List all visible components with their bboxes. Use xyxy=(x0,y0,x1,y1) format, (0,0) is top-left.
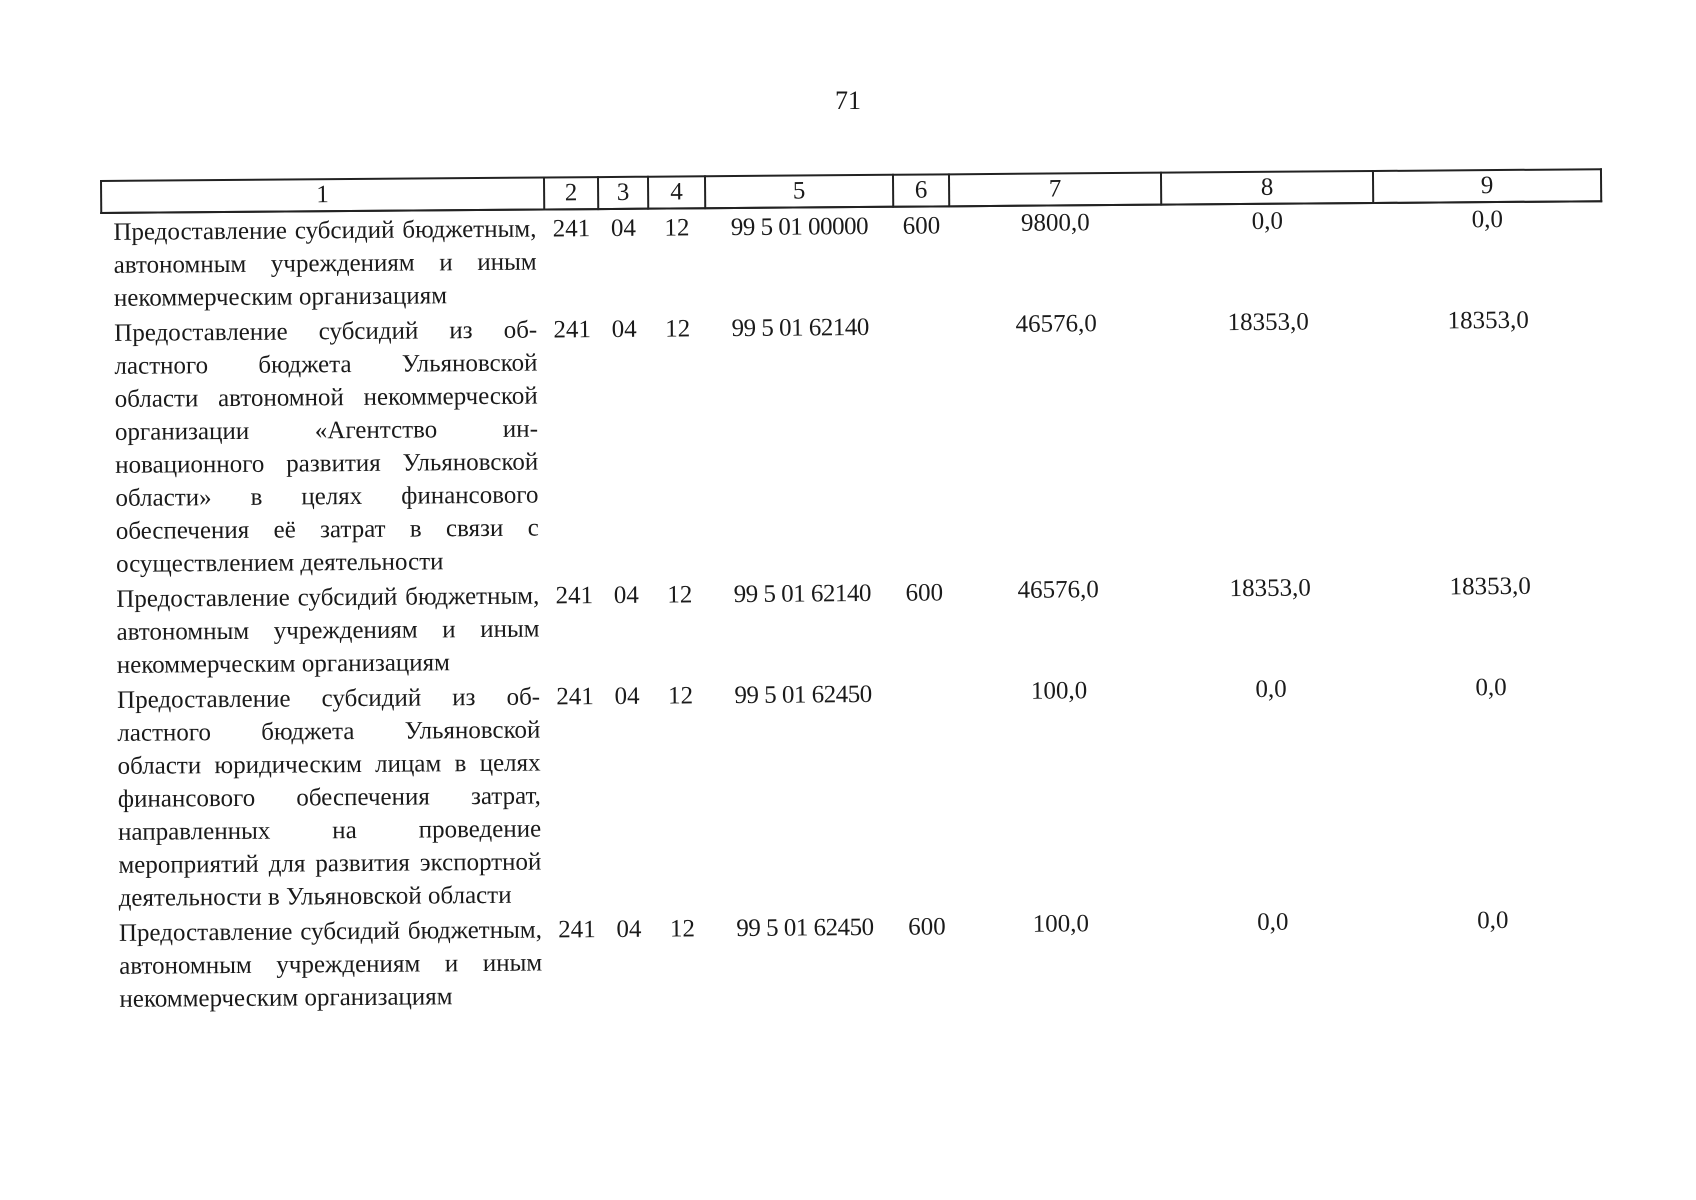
header-col-9: 9 xyxy=(1373,169,1601,203)
row-target-article: 99 5 01 62140 xyxy=(731,313,869,343)
row-amount-col9: 0,0 xyxy=(1471,205,1504,234)
row-section-code: 04 xyxy=(613,581,639,609)
row-name: Предоставление субсидий бюджетным, автономным учреждениям и иным некоммерческим организациям xyxy=(116,582,540,679)
row-expense-type: 600 xyxy=(902,212,941,240)
header-col-4: 4 xyxy=(648,176,705,208)
row-name: Предоставление субсидий бюджетным, автономным учреждениям и иным некоммерческим организациям xyxy=(113,215,537,312)
header-col-7: 7 xyxy=(949,173,1161,207)
budget-table xyxy=(100,168,1609,1016)
header-col-8: 8 xyxy=(1161,171,1373,205)
row-amount-col9: 18353,0 xyxy=(1447,306,1529,335)
row-target-article: 99 5 01 62140 xyxy=(733,579,872,609)
table-row xyxy=(105,670,1607,915)
row-target-article: 99 5 01 00000 xyxy=(730,212,869,242)
budget-table-container xyxy=(100,168,1607,1016)
row-admin-code: 241 xyxy=(555,582,594,610)
row-section-code: 04 xyxy=(610,214,637,242)
header-col-6: 6 xyxy=(893,174,949,206)
row-expense-type: 600 xyxy=(905,579,944,607)
row-expense-type xyxy=(894,308,952,574)
row-name: Предоставление субсидий из областного бюджета Ульяновской области юридическим лицам в целях финансового обеспечения затрат, направленных на проведение мероприятий для развития экспортной деятельности в Ульяновской области xyxy=(116,683,542,912)
row-subsection-code: 12 xyxy=(667,581,693,609)
table-row xyxy=(107,903,1608,1016)
row-amount-col8: 18353,0 xyxy=(1229,574,1311,603)
row-target-article: 99 5 01 62450 xyxy=(736,913,874,943)
row-section-code: 04 xyxy=(611,315,637,343)
table-row xyxy=(102,303,1604,581)
row-amount-col7: 46576,0 xyxy=(1015,310,1097,338)
row-amount-col8: 0,0 xyxy=(1255,675,1287,703)
row-section-code: 04 xyxy=(616,915,642,943)
row-amount-col9: 18353,0 xyxy=(1449,572,1531,601)
row-amount-col7: 100,0 xyxy=(1030,677,1088,705)
header-col-1: 1 xyxy=(101,178,544,213)
row-admin-code: 241 xyxy=(553,316,592,344)
row-admin-code: 241 xyxy=(558,916,596,944)
page-number: 71 xyxy=(835,86,861,115)
row-target-article: 99 5 01 62450 xyxy=(734,680,872,710)
row-name: Предоставление субсидий из областного бюджета Ульяновской области автономной некоммерческой организации «Агентство инновационного развития Ульяновской области» в целях финансового обеспечения её затрат в связи с осуществлением деятельности xyxy=(114,316,539,578)
table-row xyxy=(101,201,1602,315)
row-subsection-code: 12 xyxy=(665,315,691,343)
row-amount-col8: 0,0 xyxy=(1257,908,1289,936)
row-admin-code: 241 xyxy=(552,215,591,243)
row-amount-col7: 9800,0 xyxy=(1020,209,1090,237)
row-amount-col9: 0,0 xyxy=(1477,906,1509,935)
table-row xyxy=(104,569,1605,682)
row-name: Предоставление субсидий бюджетным, автономным учреждениям и иным некоммерческим организациям xyxy=(118,916,543,1013)
row-expense-type: 600 xyxy=(908,913,946,941)
row-subsection-code: 12 xyxy=(667,682,694,710)
header-col-5: 5 xyxy=(705,175,893,208)
row-expense-type xyxy=(897,675,955,908)
row-amount-col7: 46576,0 xyxy=(1017,576,1099,604)
row-amount-col9: 0,0 xyxy=(1475,673,1507,702)
row-subsection-code: 12 xyxy=(664,214,690,242)
header-col-3: 3 xyxy=(598,177,648,209)
header-col-2: 2 xyxy=(544,177,598,209)
row-amount-col7: 100,0 xyxy=(1032,910,1090,938)
row-section-code: 04 xyxy=(614,682,640,710)
row-subsection-code: 12 xyxy=(669,915,696,943)
row-amount-col8: 0,0 xyxy=(1251,207,1284,235)
table-body xyxy=(101,201,1607,1016)
row-amount-col8: 18353,0 xyxy=(1227,308,1309,337)
row-admin-code: 241 xyxy=(556,683,594,711)
